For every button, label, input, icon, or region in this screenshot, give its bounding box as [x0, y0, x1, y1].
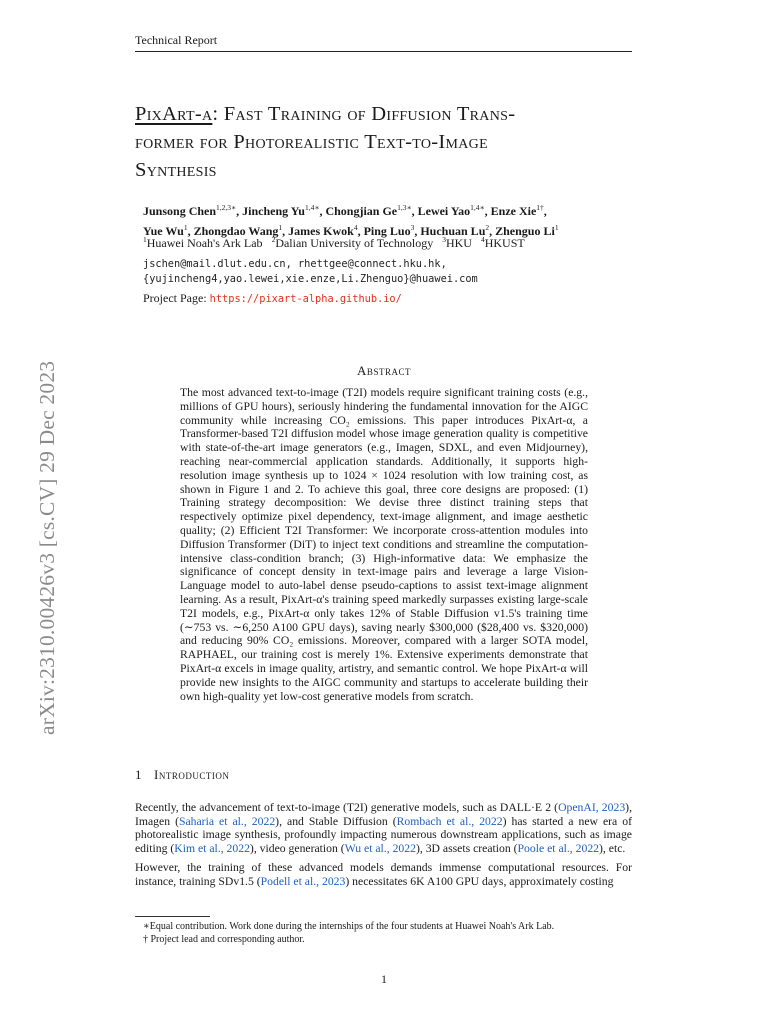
intro-paragraph-2	[135, 861, 632, 888]
email-line-2: {yujincheng4,yao.lewei,xie.enze,Li.Zhenguo}@huawei.com	[143, 272, 478, 285]
project-page	[143, 291, 402, 306]
affiliation-item: $^2$Dalian University of Technology	[271, 235, 434, 250]
text: However, the training of these advanced models demands immense computational resources. For instance, training SDv1.5 (	[135, 861, 632, 888]
page-number: 1	[381, 972, 387, 986]
author-affiliation-marker: 1	[554, 222, 559, 232]
citation-link[interactable]: Wu et al., 2022	[344, 841, 416, 855]
author-emails	[143, 257, 478, 286]
author-affiliation-marker: 1,4∗	[470, 203, 485, 212]
title-line-1: : Fast Training of Diffusion Trans-	[212, 103, 516, 125]
affiliation-item: $^3$HKU	[442, 235, 472, 250]
citation-link[interactable]: Saharia et al., 2022	[178, 814, 276, 828]
author-affiliation-marker: 3	[410, 222, 415, 232]
text: Recently, the advancement of text-to-image (T2I) generative models, such as DALL·E 2 (	[135, 801, 559, 814]
citation-link[interactable]: OpenAI, 2023	[558, 801, 626, 814]
abstract-text: The most advanced text-to-image (T2I) models require significant training costs (e.g., millions of GPU hours), seriously hindering the fundamental innovation for the AIGC community while increasing CO₂ emissions. This paper introduces PixArt-α, a Transformer-based T2I diffusion model whose image generation quality is competitive with state-of-the-art image generators (e.g., Imagen, SDXL, and even Midjourney), reaching near-commercial application standards. Additionally, it supports high-resolution image synthesis up to 1024 × 1024 resolution with low training cost, as shown in Figure 1 and 2. To achieve this goal, three core designs are proposed: (1) Training strategy decomposition: We devise three distinct training steps that respectively optimize pixel dependency, text-image alignment, and image aesthetic quality; (2) Efficient T2I Transformer: We incorporate cross-attention modules into Diffusion Transformer (DiT) to inject text conditions and streamline the computation-intensive class-condition branch; (3) High-informative data: We emphasize the significance of concept density in text-image pairs and leverage a large Vision-Language model to auto-label dense pseudo-captions to assist text-image alignment learning. As a result, PixArt-α's training speed markedly surpasses existing large-scale T2I models, e.g., PixArt-α only takes 12% of Stable Diffusion v1.5's training time (∼753 vs. ∼6,250 A100 GPU days), saving nearly $300,000 ($28,400 vs. $320,000) and reducing 90% CO₂ emissions. Moreover, compared with a larger SOTA model, RAPHAEL, our training cost is merely 1%. Extensive experiments demonstrate that PixArt-α excels in image quality, artistry, and semantic control. We hope PixArt-α will provide new insights to the AIGC community and startups to accelerate building their own high-quality yet low-cost generative models from scratch.	[180, 386, 588, 703]
author-affiliation-marker: 1,4∗	[304, 203, 320, 212]
project-page-label: Project Page:	[143, 291, 210, 305]
author-name: Zhenguo Li	[495, 223, 555, 238]
email-line-1: jschen@mail.dlut.edu.cn, rhettgee@connect.hku.hk,	[143, 258, 447, 270]
intro-paragraph-1	[135, 801, 632, 855]
title-line-3: Synthesis	[135, 159, 217, 181]
author-name: Enze Xie	[490, 204, 537, 218]
abstract-heading: Abstract	[357, 363, 411, 378]
footnote-project-lead: † Project lead and corresponding author.	[143, 934, 305, 945]
arxiv-stamp: arXiv:2310.00426v3 [cs.CV] 29 Dec 2023	[35, 360, 59, 735]
author-name: Jincheng Yu	[242, 204, 305, 218]
affiliations	[143, 235, 534, 251]
title-line-2: former for Photorealistic Text-to-Image	[135, 131, 488, 153]
running-header: Technical Report	[135, 33, 632, 52]
author-affiliation-marker: 1	[278, 222, 283, 232]
author-affiliation-marker: 1,2,3∗	[216, 203, 237, 212]
footnote-rule	[135, 916, 210, 917]
author-list: Junsong Chen$^{1,2,3∗}$, Jincheng $Yu^{1,4∗}$, Chongjian $Ge^{1,3∗}$, Lewei Yao$^{1,4∗}$, Enze Xie$^{1\dagger}$, Yue Wu$^1$, Zhongdao Wang$^1$, James Kwok$^4$, Ping Luo$^3$, Huchuan Lu$^2$, Zhenguo Li$^1$	[143, 203, 559, 238]
text: ), 3D assets creation (	[415, 841, 518, 855]
text: ), etc.	[599, 841, 626, 855]
section-title: Introduction	[154, 767, 230, 782]
introduction-body	[135, 801, 632, 895]
author-name: Zhongdao Wang	[193, 223, 279, 238]
author-name: Lewei Yao	[417, 204, 471, 218]
text: ) necessitates 6K A100 GPU days, approximately costing	[345, 874, 614, 888]
citation-link[interactable]: Podell et al., 2023	[260, 874, 346, 888]
text: ) has started a new era of photorealistic image synthesis, profoundly impacting numerous downstream applications, such as image editing (	[135, 814, 633, 855]
author-affiliation-marker: 1†	[536, 203, 544, 212]
citation-link[interactable]: Rombach et al., 2022	[396, 814, 503, 828]
author-affiliation-marker: 1,3∗	[397, 203, 412, 212]
author-affiliation-marker: 4	[353, 222, 358, 232]
footnote-equal-contribution: ∗Equal contribution. Work done during the internships of the four students at Huawei Noah's Ark Lab.	[143, 921, 555, 932]
citation-link[interactable]: Kim et al., 2022	[174, 841, 250, 855]
footnotes	[143, 920, 554, 946]
paper-title	[135, 100, 635, 184]
author-name: James Kwok	[288, 223, 354, 238]
project-page-link[interactable]: https://pixart-alpha.github.io/	[209, 293, 402, 305]
section-heading-introduction	[135, 767, 229, 783]
section-number: 1	[135, 767, 142, 782]
affiliation-item: $^1$Huawei Noah's Ark Lab	[143, 235, 263, 250]
author-affiliation-marker: 2	[485, 222, 490, 232]
author-name: Ping Luo	[363, 223, 411, 238]
text: ), Imagen (	[135, 801, 632, 828]
citation-link[interactable]: Poole et al., 2022	[517, 841, 600, 855]
author-name: Junsong Chen	[143, 204, 217, 218]
author-affiliation-marker: 1	[183, 222, 188, 232]
author-name: Yue Wu	[143, 223, 184, 238]
text: ), and Stable Diffusion (	[275, 814, 397, 828]
author-name: Chongjian Ge	[325, 204, 398, 218]
affiliation-item: $^4$HKUST	[480, 235, 525, 250]
author-name: Huchuan Lu	[420, 223, 486, 238]
text: ), video generation (	[249, 841, 345, 855]
title-model-name: PixArt-α	[135, 103, 213, 125]
